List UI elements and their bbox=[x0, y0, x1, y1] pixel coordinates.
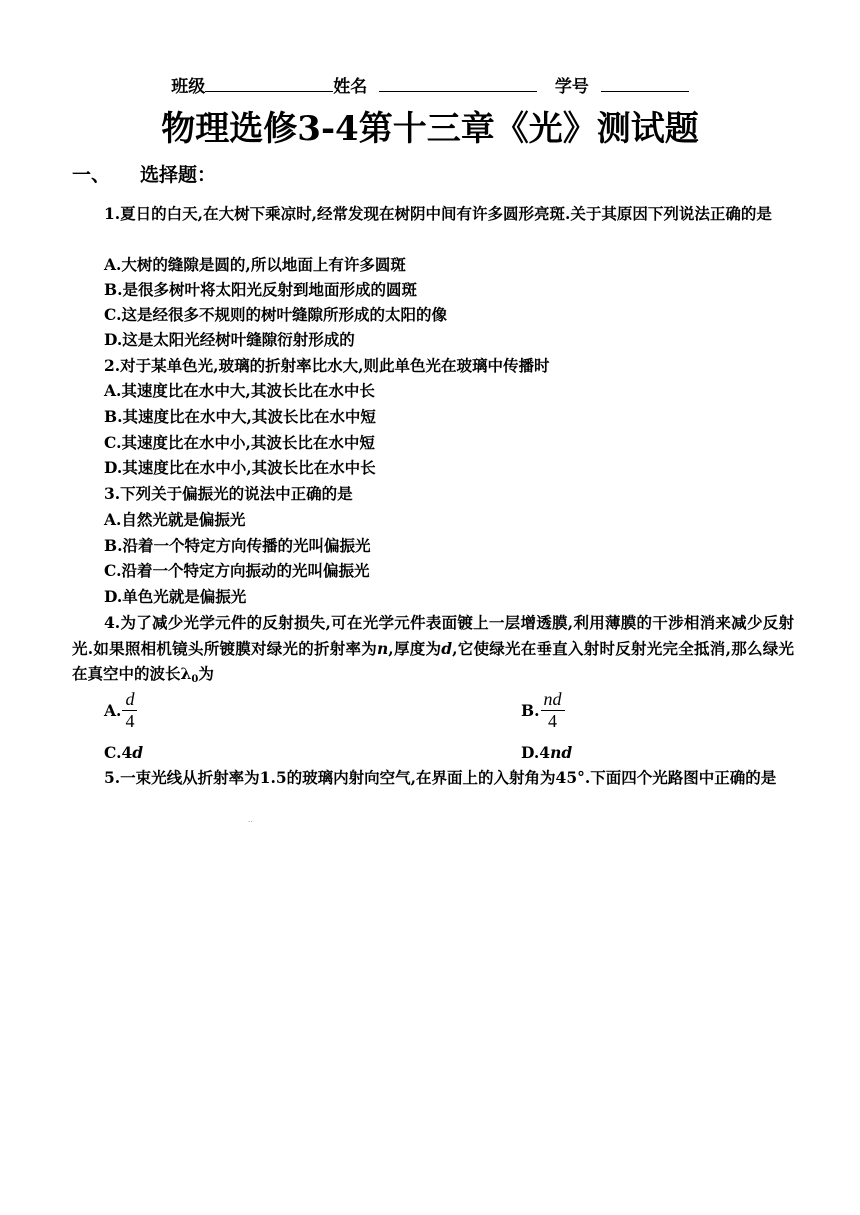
question-4-var-n: n bbox=[377, 638, 389, 658]
id-blank[interactable] bbox=[601, 75, 689, 92]
option-letter: D.4 bbox=[521, 743, 551, 762]
question-4-text-d: 为 bbox=[198, 664, 214, 683]
option-var: nd bbox=[550, 743, 573, 762]
fraction-numerator: d bbox=[122, 689, 137, 711]
question-1-option-c: C.这是经很多不规则的树叶缝隙所形成的太阳的像 bbox=[104, 305, 447, 324]
question-2-option-d: D.其速度比在水中小,其波长比在水中长 bbox=[104, 458, 376, 477]
option-var: d bbox=[132, 743, 144, 762]
question-2-option-a: A.其速度比在水中大,其波长比在水中长 bbox=[104, 381, 375, 400]
question-4-stem bbox=[72, 610, 794, 693]
section-number: 一、 bbox=[72, 164, 111, 186]
option-letter: A. bbox=[104, 700, 122, 720]
name-label: 姓名 bbox=[333, 77, 368, 97]
question-3-option-a: A.自然光就是偏振光 bbox=[104, 510, 246, 529]
class-label: 班级 bbox=[171, 77, 206, 97]
question-3-option-b: B.沿着一个特定方向传播的光叫偏振光 bbox=[104, 536, 371, 555]
question-4-lambda: λ bbox=[180, 664, 192, 683]
question-2-stem: 2.对于某单色光,玻璃的折射率比水大,则此单色光在玻璃中传播时 bbox=[104, 356, 550, 375]
question-4-text-a: 4.为了减少光学元件的反射损失,可在光学元件表面镀上一层增透膜,利用薄膜的干涉相消来减少反射光.如果照相机镜头所镀膜对绿光的折射率为 bbox=[72, 613, 794, 658]
question-1-option-d: D.这是太阳光经树叶缝隙衍射形成的 bbox=[104, 330, 355, 349]
option-letter: B. bbox=[521, 700, 540, 720]
question-3-option-d: D.单色光就是偏振光 bbox=[104, 587, 247, 606]
question-4-option-c bbox=[104, 740, 143, 766]
student-info-line bbox=[0, 72, 860, 97]
question-2-option-c: C.其速度比在水中小,其波长比在水中短 bbox=[104, 433, 375, 452]
question-4-var-d: d bbox=[441, 638, 453, 658]
page-title: 物理选修3-4第十三章《光》测试题 bbox=[161, 109, 699, 149]
fraction bbox=[122, 689, 137, 732]
question-5-stem: 5.一束光线从折射率为1.5的玻璃内射向空气,在界面上的入射角为45°.下面四个光路图中正确的是 bbox=[104, 768, 777, 787]
question-3-stem: 3.下列关于偏振光的说法中正确的是 bbox=[104, 484, 353, 503]
question-3-option-c: C.沿着一个特定方向振动的光叫偏振光 bbox=[104, 561, 370, 580]
name-blank[interactable] bbox=[379, 75, 537, 92]
artifact-mark: ·· bbox=[248, 818, 253, 826]
question-4-lambda-sub: 0 bbox=[191, 674, 199, 685]
question-4-option-d bbox=[521, 740, 572, 766]
question-1-option-b: B.是很多树叶将太阳光反射到地面形成的圆斑 bbox=[104, 280, 417, 299]
fraction-numerator: nd bbox=[541, 689, 565, 711]
question-4-text-b: ,厚度为 bbox=[388, 638, 442, 658]
id-label: 学号 bbox=[554, 77, 589, 97]
fraction bbox=[541, 689, 565, 732]
question-4-option-b bbox=[521, 689, 565, 732]
question-1-option-a: A.大树的缝隙是圆的,所以地面上有许多圆斑 bbox=[104, 255, 406, 274]
section-heading bbox=[72, 160, 216, 187]
fraction-denominator: 4 bbox=[125, 711, 135, 731]
question-4-option-a bbox=[104, 689, 137, 732]
section-label: 选择题： bbox=[140, 164, 217, 186]
question-4-text-c: ,它使绿光在垂直入射时反射光完全抵消,那么绿光在真空中的波长 bbox=[72, 638, 794, 683]
question-2-option-b: B.其速度比在水中大,其波长比在水中短 bbox=[104, 407, 376, 426]
question-1-stem: 1.夏日的白天,在大树下乘凉时,经常发现在树阴中间有许多圆形亮斑.关于其原因下列说法正确的是 bbox=[104, 204, 772, 223]
class-blank[interactable] bbox=[205, 75, 333, 92]
option-letter: C.4 bbox=[104, 743, 133, 762]
fraction-denominator: 4 bbox=[548, 711, 557, 731]
